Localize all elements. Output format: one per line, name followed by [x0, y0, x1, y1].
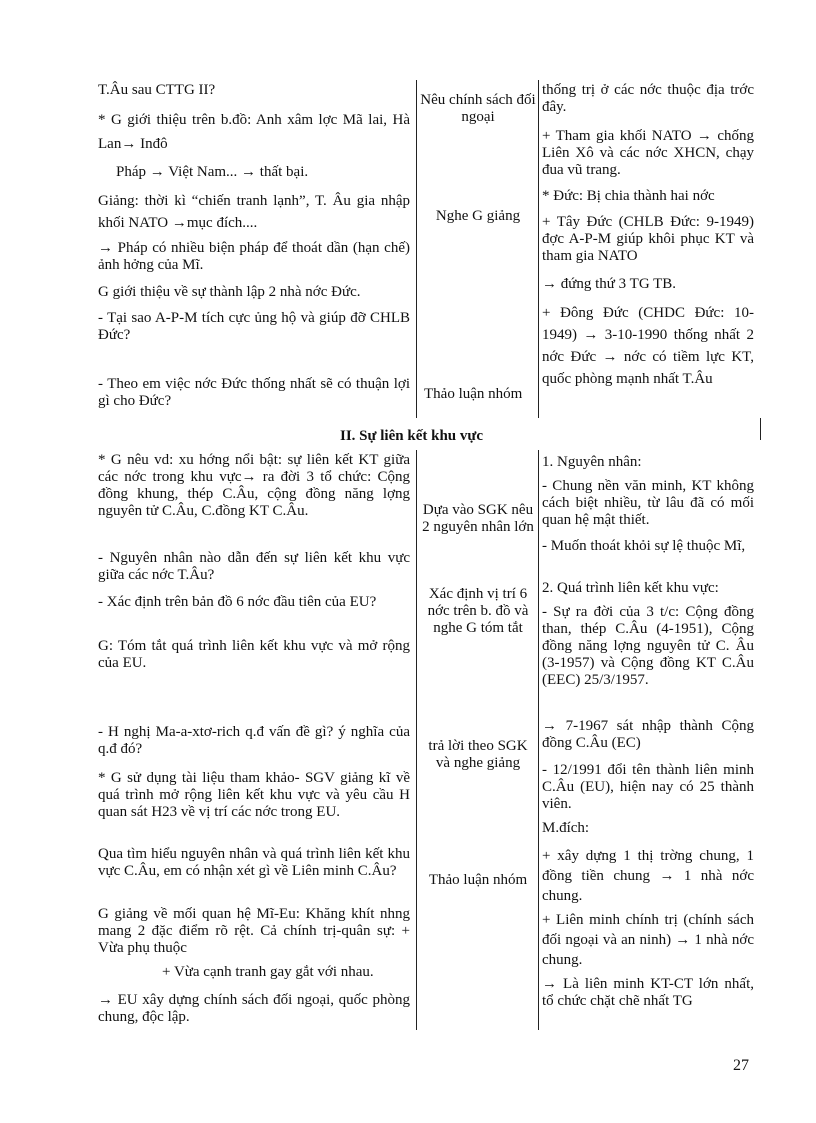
- text-paragraph: Giảng: thời kì “chiến tranh lạnh”, T. Âu gia nhập khối NATO →mục đích....: [98, 193, 410, 231]
- text-paragraph: + Liên minh chính trị (chính sách đối ngoại và an ninh) → 1 nhà nớc chung.: [542, 912, 754, 968]
- text-paragraph: G giảng về mối quan hệ Mĩ-Eu: Khăng khít nhng mang 2 đặc điểm rõ rệt. Cả chính trị-quân sự: + Vừa phụ thuộc: [98, 906, 410, 956]
- column-divider: [416, 450, 417, 1030]
- text-paragraph: + Tham gia khối NATO → chống Liên Xô và các nớc XHCN, chạy đua vũ trang.: [542, 128, 754, 178]
- text-paragraph: - Xác định trên bản đồ 6 nớc đầu tiên của EU?: [98, 594, 377, 610]
- text-paragraph: - Muốn thoát khỏi sự lệ thuộc Mĩ,: [542, 538, 746, 554]
- text-paragraph: thống trị ở các nớc thuộc địa trớc đây.: [542, 82, 754, 115]
- text-paragraph: Thảo luận nhóm: [428, 872, 528, 888]
- text-paragraph: G: Tóm tắt quá trình liên kết khu vực và mở rộng của EU.: [98, 638, 410, 671]
- column-divider: [416, 80, 417, 418]
- text-paragraph: - Chung nền văn minh, KT không cách biệt nhiều, từ lâu đã có mối quan hệ mật thiết.: [542, 478, 754, 528]
- text-paragraph: M.đích:: [542, 820, 590, 836]
- text-paragraph: * G sử dụng tài liệu tham khảo- SGV giảng kĩ về quá trình mở rộng liên kết khu vực và yêu cầu H quan sát H23 về vị trí các nớc trong EU.: [98, 770, 410, 820]
- text-paragraph: - Sự ra đời của 3 t/c: Cộng đồng than, thép C.Âu (4-1951), Cộng đồng năng lợng nguyên tử C. Âu (3-1957) và Cộng đồng KT C.Âu (EEC) 25/3/1957.: [542, 604, 754, 688]
- text-paragraph: → Là liên minh KT-CT lớn nhất, tổ chức chặt chẽ nhất TG: [542, 976, 754, 1009]
- text-paragraph: * Đức: Bị chia thành hai nớc: [542, 188, 715, 204]
- text-paragraph: - Theo em việc nớc Đức thống nhất sẽ có thuận lợi gì cho Đức?: [98, 376, 410, 409]
- text-paragraph: trả lời theo SGK và nghe giảng: [428, 738, 528, 771]
- page-number: 27: [733, 1057, 749, 1074]
- text-paragraph: Thảo luận nhóm: [424, 386, 523, 402]
- text-paragraph: + Tây Đức (CHLB Đức: 9-1949) đợc A-P-M giúp khôi phục KT và tham gia NATO: [542, 214, 754, 264]
- text-paragraph: Qua tìm hiểu nguyên nhân và quá trình liên kết khu vực C.Âu, em có nhận xét gì về Liên minh C.Âu?: [98, 846, 410, 879]
- text-paragraph: + Đông Đức (CHDC Đức: 10-1949) → 3-10-1990 thống nhất 2 nớc Đức → nớc có tiềm lực KT, quốc phòng mạnh nhất T.Âu: [542, 305, 754, 387]
- text-paragraph: - Nguyên nhân nào dẫn đến sự liên kết khu vực giữa các nớc T.Âu?: [98, 550, 410, 583]
- column-divider: [760, 418, 761, 440]
- text-paragraph: + xây dựng 1 thị trờng chung, 1 đồng tiền chung → 1 nhà nớc chung.: [542, 848, 754, 904]
- text-paragraph: - 12/1991 đổi tên thành liên minh C.Âu (EU), hiện nay có 25 thành viên.: [542, 762, 754, 812]
- text-paragraph: Nghe G giảng: [435, 208, 521, 224]
- text-paragraph: 1. Nguyên nhân:: [542, 454, 642, 470]
- section-heading: II. Sự liên kết khu vực: [340, 428, 484, 444]
- column-divider: [538, 80, 539, 418]
- text-paragraph: 2. Quá trình liên kết khu vực:: [542, 580, 719, 596]
- text-paragraph: * G giới thiệu trên b.đồ: Anh xâm lợc Mã lai, Hà Lan→ Inđô: [98, 112, 410, 152]
- text-paragraph: + Vừa cạnh tranh gay gắt với nhau.: [162, 964, 374, 980]
- text-paragraph: Xác định vị trí 6 nớc trên b. đồ và nghe G tóm tắt: [427, 586, 529, 636]
- text-paragraph: → 7-1967 sát nhập thành Cộng đồng C.Âu (EC): [542, 718, 754, 751]
- text-paragraph: T.Âu sau CTTG II?: [98, 82, 216, 98]
- text-paragraph: Dựa vào SGK nêu 2 nguyên nhân lớn: [422, 502, 534, 535]
- text-paragraph: - H nghị Ma-a-xtơ-rich q.đ vấn đề gì? ý nghĩa của q.đ đó?: [98, 724, 410, 757]
- text-paragraph: Pháp → Việt Nam... → thất bại.: [116, 164, 309, 180]
- text-paragraph: - Tại sao A-P-M tích cực ủng hộ và giúp đỡ CHLB Đức?: [98, 310, 410, 343]
- text-paragraph: → Pháp có nhiều biện pháp để thoát dần (hạn chế) ảnh hởng của Mĩ.: [98, 240, 410, 273]
- text-paragraph: → EU xây dựng chính sách đối ngoại, quốc phòng chung, độc lập.: [98, 992, 410, 1025]
- text-paragraph: → đứng thứ 3 TG TB.: [542, 276, 677, 292]
- text-paragraph: G giới thiệu về sự thành lập 2 nhà nớc Đức.: [98, 284, 361, 300]
- text-paragraph: * G nêu vd: xu hớng nổi bật: sự liên kết KT giữa các nớc trong khu vực→ ra đời 3 tổ chức: Cộng đồng khung, thép C.Âu, cộng đồng năng lợng nguyên tử C.Âu, C.đồng KT C.Âu.: [98, 452, 410, 519]
- text-paragraph: Nêu chính sách đối ngoại: [420, 92, 536, 125]
- column-divider: [538, 450, 539, 1030]
